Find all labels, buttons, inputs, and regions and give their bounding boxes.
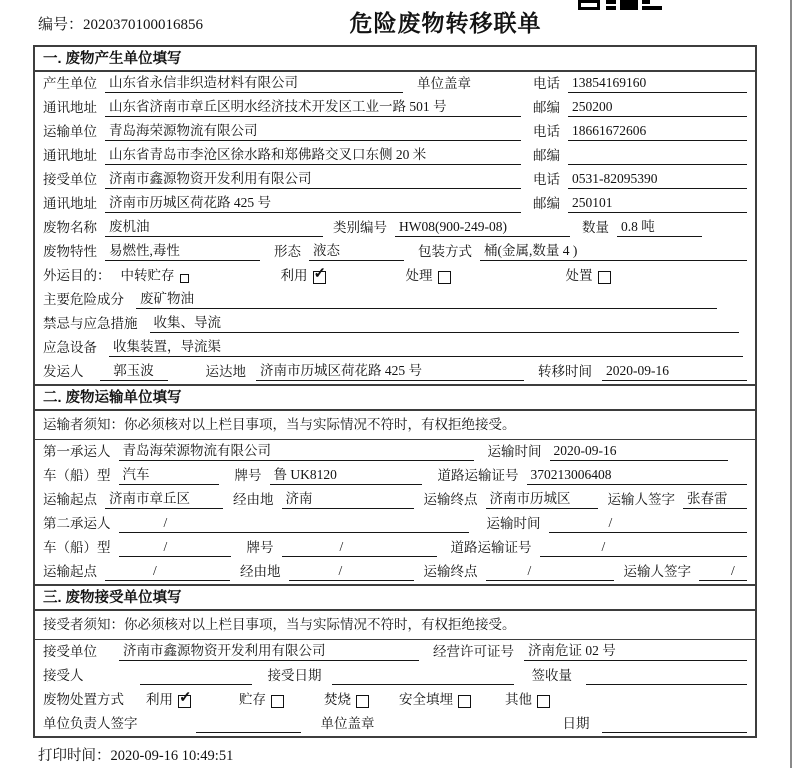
phone-label: 电话 — [533, 172, 560, 188]
accept-date-value — [332, 684, 514, 685]
address-value: 山东省青岛市李沧区徐水路和郑佛路交叉口东侧 20 米 — [105, 147, 521, 165]
packing-label: 包装方式 — [418, 244, 472, 260]
unit-seal-label: 单位盖章 — [417, 76, 471, 92]
form-value: 液态 — [309, 243, 404, 261]
option-utilize-label: 利用 — [146, 692, 173, 708]
row-taboo-measures — [35, 312, 755, 336]
via-value: 济南 — [282, 491, 414, 509]
waste-character-value: 易燃性,毒性 — [105, 243, 260, 261]
date-label: 日期 — [562, 716, 590, 732]
producer-unit-label: 产生单位 — [43, 76, 97, 92]
zip-value — [568, 164, 747, 165]
via-label: 经由地 — [233, 492, 274, 508]
row-vehicle-1 — [35, 464, 755, 488]
checkbox-other — [537, 695, 550, 708]
row-producer-unit — [35, 72, 755, 96]
plate-number-value: / — [282, 539, 437, 557]
waste-character-label: 废物特性 — [43, 244, 97, 260]
plate-number-label: 牌号 — [234, 468, 262, 484]
category-code-label: 类别编号 — [333, 220, 387, 236]
producer-unit-value: 山东省永信非织造材料有限公司 — [105, 75, 403, 93]
receiver-notice-label: 接受者须知： — [43, 616, 124, 632]
carrier-signature-label: 运输人签字 — [607, 492, 675, 508]
transport-time-value: / — [549, 515, 748, 533]
vehicle-type-label: 车（船）型 — [43, 540, 111, 556]
row-receiver-notice — [35, 611, 755, 640]
address-value: 济南市历城区荷花路 425 号 — [105, 195, 521, 213]
producer-phone-group — [533, 75, 747, 93]
row-hazard-component — [35, 288, 755, 312]
phone-value: 18661672606 — [568, 123, 747, 141]
second-carrier-value: / — [119, 515, 469, 533]
transfer-manifest-form — [33, 45, 757, 738]
receiver-phone-group — [533, 171, 747, 189]
row-vehicle-2 — [35, 536, 755, 560]
hazard-component-value: 废矿物油 — [136, 291, 717, 309]
checkbox-storage — [271, 695, 284, 708]
transporter-notice-label: 运输者须知： — [43, 416, 124, 432]
checkbox-treat — [438, 271, 451, 284]
option-incinerate-label: 焚烧 — [324, 692, 351, 708]
date-value — [602, 732, 748, 733]
row-second-carrier — [35, 512, 755, 536]
phone-label: 电话 — [533, 124, 560, 140]
checkbox-transit-storage — [180, 274, 189, 283]
transport-zip-group — [533, 148, 747, 165]
address-label: 通讯地址 — [43, 196, 97, 212]
taboo-measures-value: 收集、导流 — [150, 315, 740, 333]
print-time-value: 2020-09-16 10:49:51 — [110, 748, 234, 764]
zip-label: 邮编 — [533, 196, 560, 212]
page-right-edge-line — [790, 0, 792, 768]
endpoint-label: 运输终点 — [423, 492, 478, 508]
section-producer — [35, 47, 755, 384]
print-time-label: 打印时间： — [38, 748, 111, 764]
section-receiver-title: 三. 废物接受单位填写 — [35, 586, 755, 611]
road-permit-value: 370213006408 — [527, 467, 748, 485]
page-title: 危险废物转移联单 — [349, 10, 542, 36]
row-producer-address — [35, 96, 755, 120]
emergency-equipment-value: 收集装置，导流渠 — [109, 339, 743, 357]
license-number-value: 济南危证 02 号 — [524, 643, 747, 661]
address-label: 通讯地址 — [43, 148, 97, 164]
category-code-value: HW08(900-249-08) — [395, 219, 570, 237]
serial-label: 编号： — [38, 17, 84, 33]
option-transit-storage-label: 中转贮存 — [120, 268, 175, 284]
zip-value: 250101 — [568, 195, 747, 213]
origin-value: / — [105, 563, 230, 581]
via-value: / — [289, 563, 414, 581]
destination-label: 运达地 — [205, 364, 246, 380]
endpoint-label: 运输终点 — [423, 564, 478, 580]
transport-time-label: 运输时间 — [486, 516, 541, 532]
manager-signature-value — [196, 732, 301, 733]
receiver-unit-value: 济南市鑫源物资开发利用有限公司 — [105, 171, 521, 189]
phone-value: 0531-82095390 — [568, 171, 747, 189]
via-label: 经由地 — [240, 564, 281, 580]
checkbox-dispose — [598, 271, 611, 284]
address-value: 山东省济南市章丘区明水经济技术开发区工业一路 501 号 — [105, 99, 521, 117]
vehicle-type-value: 汽车 — [119, 467, 219, 485]
row-recipient — [35, 664, 755, 688]
receiver-unit-label: 接受单位 — [43, 172, 97, 188]
row-receiver-unit — [35, 168, 755, 192]
endpoint-value: / — [486, 563, 614, 581]
section-producer-title: 一. 废物产生单位填写 — [35, 47, 755, 72]
transport-time-label: 运输时间 — [487, 444, 542, 460]
row-manager-signature — [35, 712, 755, 736]
zip-value: 250200 — [568, 99, 747, 117]
row-waste-character — [35, 240, 755, 264]
transport-unit-value: 青岛海荣源物流有限公司 — [105, 123, 521, 141]
receiver-notice-text: 你必须核对以上栏目事项，当与实际情况不符时，有权拒绝接受。 — [124, 616, 516, 632]
endpoint-value: 济南市历城区 — [486, 491, 598, 509]
transfer-time-value: 2020-09-16 — [602, 363, 747, 381]
row-accept-unit — [35, 640, 755, 664]
destination-value: 济南市历城区荷花路 425 号 — [256, 363, 524, 381]
carrier-signature-label: 运输人签字 — [623, 564, 691, 580]
road-permit-label: 道路运输证号 — [437, 468, 519, 484]
checkbox-utilize: ✓ — [313, 266, 327, 282]
vehicle-type-value: / — [119, 539, 231, 557]
row-transport-address — [35, 144, 755, 168]
transport-time-value: 2020-09-16 — [550, 443, 728, 461]
receiver-zip-group — [533, 195, 747, 213]
first-carrier-label: 第一承运人 — [43, 444, 111, 460]
option-utilize-label: 利用 — [280, 268, 308, 284]
purpose-label: 外运目的： — [43, 268, 111, 284]
checkbox-incinerate — [356, 695, 369, 708]
second-carrier-label: 第二承运人 — [43, 516, 111, 532]
row-transport-unit — [35, 120, 755, 144]
received-amount-label: 签收量 — [531, 668, 572, 684]
hazard-component-label: 主要危险成分 — [43, 292, 124, 308]
section-transporter-title: 二. 废物运输单位填写 — [35, 386, 755, 411]
option-treat-label: 处理 — [405, 268, 433, 284]
option-storage-label: 贮存 — [239, 692, 266, 708]
unit-seal-label: 单位盖章 — [320, 716, 375, 732]
phone-value: 13854169160 — [568, 75, 747, 93]
phone-label: 电话 — [533, 76, 560, 92]
taboo-measures-label: 禁忌与应急措施 — [43, 316, 138, 332]
road-permit-label: 道路运输证号 — [450, 540, 532, 556]
address-label: 通讯地址 — [43, 100, 97, 116]
packing-value: 桶(金属,数量 4 ) — [480, 243, 747, 261]
road-permit-value: / — [540, 539, 748, 557]
zip-label: 邮编 — [533, 100, 560, 116]
row-disposal-method — [35, 688, 755, 712]
row-transporter-notice — [35, 411, 755, 440]
row-route-1 — [35, 488, 755, 512]
transfer-time-label: 转移时间 — [538, 364, 592, 380]
option-other-label: 其他 — [505, 692, 532, 708]
transporter-notice-text: 你必须核对以上栏目事项，当与实际情况不符时，有权拒绝接受。 — [124, 416, 516, 432]
form-label: 形态 — [274, 244, 301, 260]
option-landfill-label: 安全填埋 — [399, 692, 453, 708]
producer-zip-group — [533, 99, 747, 117]
waste-name-label: 废物名称 — [43, 220, 97, 236]
qr-code-fragment — [578, 0, 664, 10]
origin-label: 运输起点 — [43, 564, 97, 580]
row-purpose — [35, 264, 755, 288]
row-waste-name — [35, 216, 755, 240]
row-shipper — [35, 360, 755, 384]
accept-unit-label: 接受单位 — [43, 644, 97, 660]
transport-unit-label: 运输单位 — [43, 124, 97, 140]
quantity-value: 0.8 吨 — [617, 219, 702, 237]
accept-unit-value: 济南市鑫源物资开发利用有限公司 — [119, 643, 419, 661]
row-emergency-equipment — [35, 336, 755, 360]
section-transporter — [35, 384, 755, 584]
origin-value: 济南市章丘区 — [105, 491, 223, 509]
shipper-label: 发运人 — [43, 364, 84, 380]
row-receiver-address — [35, 192, 755, 216]
option-dispose-label: 处置 — [565, 268, 593, 284]
recipient-label: 接受人 — [43, 668, 84, 684]
received-amount-value — [586, 684, 747, 685]
manager-signature-label: 单位负责人签字 — [43, 716, 138, 732]
accept-date-label: 接受日期 — [267, 668, 322, 684]
disposal-method-label: 废物处置方式 — [43, 692, 124, 708]
emergency-equipment-label: 应急设备 — [43, 340, 97, 356]
transport-phone-group — [533, 123, 747, 141]
serial-value: 2020370100016856 — [83, 17, 204, 33]
vehicle-type-label: 车（船）型 — [43, 468, 111, 484]
waste-name-value: 废机油 — [105, 219, 323, 237]
license-number-label: 经营许可证号 — [433, 644, 514, 660]
row-first-carrier — [35, 440, 755, 464]
section-receiver — [35, 584, 755, 736]
plate-number-value: 鲁 UK8120 — [270, 467, 422, 485]
quantity-label: 数量 — [582, 220, 609, 236]
origin-label: 运输起点 — [43, 492, 97, 508]
carrier-signature-value: / — [699, 563, 747, 581]
print-time — [38, 744, 233, 765]
carrier-signature-value: 张春雷 — [683, 491, 747, 509]
row-route-2 — [35, 560, 755, 584]
plate-number-label: 牌号 — [246, 540, 274, 556]
shipper-value: 郭玉波 — [100, 363, 168, 381]
checkbox-landfill — [458, 695, 471, 708]
checkbox-utilize: ✓ — [179, 690, 192, 706]
zip-label: 邮编 — [533, 148, 560, 164]
first-carrier-value: 青岛海荣源物流有限公司 — [119, 443, 474, 461]
recipient-value — [140, 684, 252, 685]
